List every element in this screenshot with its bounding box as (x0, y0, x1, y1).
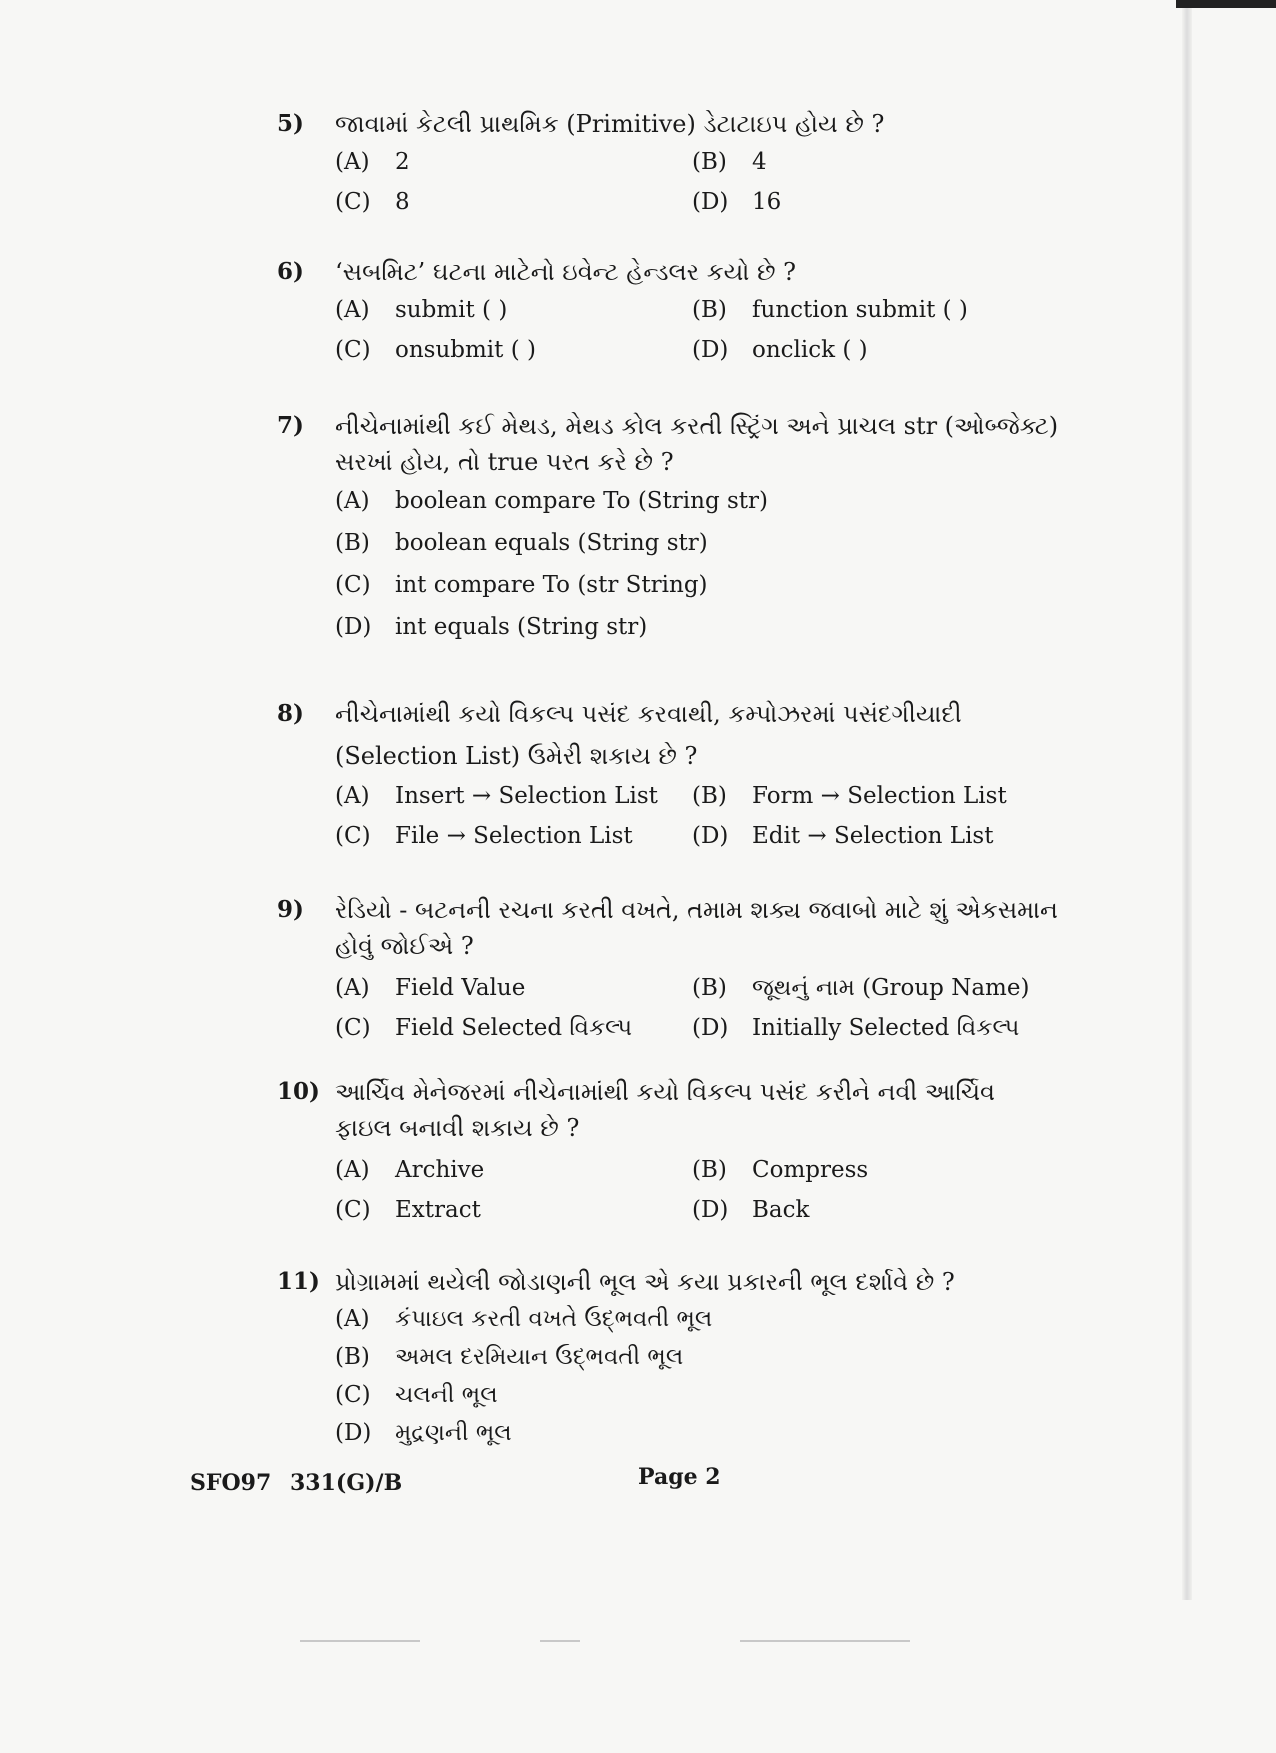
option-label: (B) (692, 975, 727, 1001)
option-d (692, 816, 1052, 856)
option-text: જૂથનું નામ (Group Name) (752, 975, 1030, 1001)
question-number: 7) (277, 412, 304, 439)
option-c (335, 330, 692, 370)
option-label: (D) (692, 337, 729, 363)
option-text: int compare To (str String) (395, 572, 708, 598)
question-line (277, 892, 1058, 928)
option-label: (B) (335, 530, 370, 556)
option-text: મુદ્રણની ભૂલ (395, 1420, 512, 1446)
option-c (335, 1008, 692, 1048)
question-line (277, 254, 1037, 290)
question-number: 8) (277, 700, 304, 727)
option-label: (C) (335, 1197, 371, 1223)
corner-mark (1176, 0, 1276, 8)
option-label: (A) (335, 1306, 370, 1332)
option-label: (C) (335, 1382, 371, 1408)
options-grid (335, 142, 1037, 222)
question-line (277, 1074, 1037, 1110)
question-text-continued: ફાઇલ બનાવી શકાય છે ? (335, 1114, 580, 1142)
question-text: પ્રોગ્રામમાં થયેલી જોડાણની ભૂલ એ કયા પ્રકારની ભૂલ દર્શાવે છે ? (335, 1268, 955, 1296)
option-label: (A) (335, 1157, 370, 1183)
option-label: (D) (692, 823, 729, 849)
option-b (692, 142, 1052, 182)
question-9 (277, 892, 1058, 1048)
option-d (335, 1414, 1037, 1452)
option-label: (C) (335, 1015, 371, 1041)
question-number: 10) (277, 1078, 320, 1105)
option-c (335, 1190, 692, 1230)
question-7 (277, 408, 1059, 648)
question-text: જાવામાં કેટલી પ્રાથમિક (Primitive) ડેટાટાઇપ હોય છે ? (335, 110, 885, 138)
question-number: 9) (277, 896, 304, 923)
option-c (335, 564, 1037, 606)
option-d (692, 182, 1052, 222)
option-b (692, 968, 1052, 1008)
option-c (335, 816, 692, 856)
question-text: ‘સબમિટ’ ઘટના માટેનો ઇવેન્ટ હેન્ડલર કયો છે ? (335, 258, 796, 286)
option-d (335, 606, 1037, 648)
options-grid (335, 290, 1037, 370)
question-line (277, 1264, 1037, 1300)
options-grid (335, 776, 1037, 856)
option-c (335, 1376, 1037, 1414)
option-label: (A) (335, 488, 370, 514)
scan-smudge (300, 1640, 420, 1642)
option-label: (B) (692, 783, 727, 809)
option-d (692, 1008, 1052, 1048)
question-text-continued: હોવું જોઈએ ? (335, 932, 474, 960)
option-a (335, 480, 1037, 522)
option-a (335, 776, 692, 816)
option-a (335, 1150, 692, 1190)
option-b (692, 290, 1052, 330)
question-line (277, 106, 1037, 142)
question-text: નીચેનામાંથી કઈ મેથડ, મેથડ કોલ કરતી સ્ટ્રિંગ અને પ્રાચલ str (ઓબ્જેક્ટ) (335, 412, 1059, 440)
option-a (335, 290, 692, 330)
option-text: Compress (752, 1157, 869, 1183)
question-line (277, 408, 1059, 444)
options-list (335, 1300, 1037, 1452)
option-d (692, 1190, 1052, 1230)
option-c (335, 182, 692, 222)
option-label: (B) (692, 297, 727, 323)
footer-paper-code: 331(G)/B (290, 1470, 403, 1496)
option-text: 16 (752, 189, 782, 215)
option-text: Extract (395, 1197, 481, 1223)
option-text: boolean compare To (String str) (395, 488, 769, 514)
option-text: function submit ( ) (752, 297, 968, 323)
option-a (335, 142, 692, 182)
option-label: (A) (335, 975, 370, 1001)
option-text: 4 (752, 149, 767, 175)
option-label: (C) (335, 823, 371, 849)
options-list (335, 480, 1037, 648)
option-text: Form → Selection List (752, 783, 1007, 809)
question-text-continued: સરખાં હોય, તો true પરત કરે છે ? (335, 448, 674, 476)
option-text: ચલની ભૂલ (395, 1382, 498, 1408)
option-text: 2 (395, 149, 410, 175)
option-text: Field Selected વિકલ્પ (395, 1015, 633, 1041)
option-label: (B) (692, 149, 727, 175)
option-text: boolean equals (String str) (395, 530, 708, 556)
option-label: (D) (692, 189, 729, 215)
question-text-continued: (Selection List) ઉમેરી શકાય છે ? (335, 742, 698, 770)
option-label: (D) (335, 1420, 372, 1446)
option-label: (A) (335, 297, 370, 323)
question-8 (277, 696, 1037, 856)
option-b (335, 1338, 1037, 1376)
option-text: Insert → Selection List (395, 783, 658, 809)
question-10 (277, 1074, 1037, 1230)
option-b (692, 776, 1052, 816)
footer-code: SFO97 (190, 1470, 272, 1496)
option-label: (D) (692, 1197, 729, 1223)
option-text: અમલ દરમિયાન ઉદ્‌ભવતી ભૂલ (395, 1344, 684, 1370)
question-text: આર્ચિવ મેનેજરમાં નીચેનામાંથી કયો વિકલ્પ પસંદ કરીને નવી આર્ચિવ (335, 1078, 995, 1106)
scan-smudge (540, 1640, 580, 1642)
page-edge-shadow (1182, 0, 1192, 1600)
option-text: Archive (395, 1157, 485, 1183)
option-text: Field Value (395, 975, 526, 1001)
question-11 (277, 1264, 1037, 1452)
option-text: int equals (String str) (395, 614, 648, 640)
option-d (692, 330, 1052, 370)
question-number: 6) (277, 258, 304, 285)
option-text: Initially Selected વિકલ્પ (752, 1015, 1020, 1041)
question-text: રેડિયો - બટનની રચના કરતી વખતે, તમામ શક્ય જવાબો માટે શું એકસમાન (335, 896, 1058, 924)
question-line (277, 696, 1037, 732)
option-text: કંપાઇલ કરતી વખતે ઉદ્‌ભવતી ભૂલ (395, 1306, 713, 1332)
option-label: (C) (335, 337, 371, 363)
option-label: (B) (335, 1344, 370, 1370)
option-text: 8 (395, 189, 410, 215)
option-text: File → Selection List (395, 823, 633, 849)
option-text: onclick ( ) (752, 337, 868, 363)
option-text: submit ( ) (395, 297, 508, 323)
option-label: (C) (335, 572, 371, 598)
question-number: 11) (277, 1268, 320, 1295)
option-a (335, 1300, 1037, 1338)
option-label: (A) (335, 149, 370, 175)
scan-smudge (740, 1640, 910, 1642)
option-label: (C) (335, 189, 371, 215)
option-a (335, 968, 692, 1008)
option-b (692, 1150, 1052, 1190)
option-b (335, 522, 1037, 564)
option-label: (B) (692, 1157, 727, 1183)
options-grid (335, 968, 1037, 1048)
option-label: (D) (335, 614, 372, 640)
footer-page-number: Page 2 (638, 1464, 721, 1490)
option-text: Back (752, 1197, 810, 1223)
option-label: (D) (692, 1015, 729, 1041)
question-number: 5) (277, 110, 304, 137)
question-6 (277, 254, 1037, 370)
option-text: Edit → Selection List (752, 823, 994, 849)
question-text: નીચેનામાંથી કયો વિકલ્પ પસંદ કરવાથી, કમ્પોઝરમાં પસંદગીયાદી (335, 700, 962, 728)
option-text: onsubmit ( ) (395, 337, 536, 363)
options-grid (335, 1150, 1037, 1230)
option-label: (A) (335, 783, 370, 809)
question-5 (277, 106, 1037, 222)
